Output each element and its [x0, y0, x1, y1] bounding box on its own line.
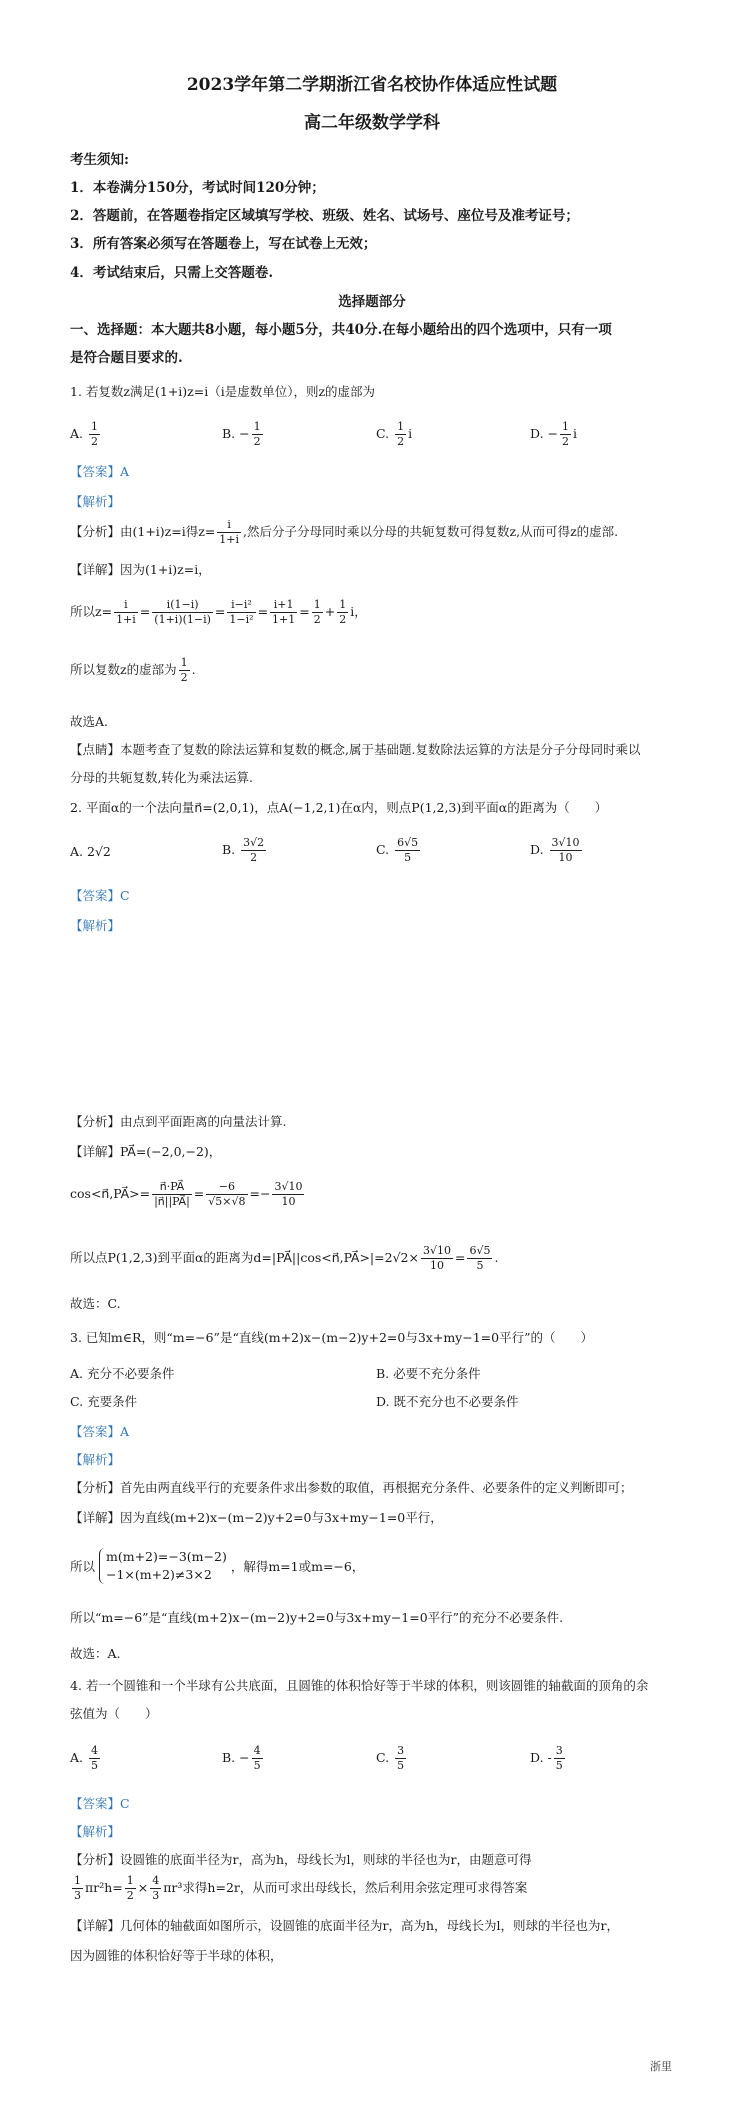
q4-option-a: A. $\frac{4}{5}$: [70, 1744, 98, 1772]
notice-item: 3．所有答案必须写在答题卷上，写在试卷上无效；: [70, 236, 377, 252]
q3-stem: 3. 已知m∈R，则“m=−6”是“直线(m+2)x−(m−2)y+2=0与3x+my−1=0平行”的（ ）: [70, 1330, 593, 1345]
q1-choice: 故选A.: [70, 714, 109, 729]
q4-detail: 因为圆锥的体积恰好等于半球的体积，: [70, 1948, 283, 1963]
exam-subtitle: 高二年级数学学科: [304, 113, 440, 133]
q4-detail: 【详解】几何体的轴截面如图所示，设圆锥的底面半径为r，高为h，母线长为l，则球的半径也为r，: [70, 1918, 620, 1933]
q4-option-d: D. - $\frac{3}{5}$: [530, 1744, 563, 1772]
notice-item: 2．答题前，在答题卷指定区域填写学校、班级、姓名、试场号、座位号及准考证号；: [70, 208, 579, 224]
q4-option-c: C. $\frac{3}{5}$: [376, 1744, 405, 1772]
q2-stem: 2. 平面α的一个法向量n⃗=(2,0,1)，点A(−1,2,1)在α内，则点P(1,2,3)到平面α的距离为（ ）: [70, 800, 608, 815]
notice-item: 4．考试结束后，只需上交答题卷.: [70, 265, 274, 281]
q1-answer: 【答案】A: [70, 464, 130, 479]
q2-detail: 【详解】PA⃗=(−2,0,−2)，: [70, 1144, 222, 1159]
q4-volume-equation: $\frac{1}{3}$ πr²h= $\frac{1}{2}$ × $\frac{4}{3}$ πr³求得h=2r，从而可求出母线长，然后利用余弦定理可求得答案: [74, 1874, 528, 1902]
q1-stem: 1. 若复数z满足(1+i)z=i（i是虚数单位），则z的虚部为: [70, 384, 376, 399]
q2-answer: 【答案】C: [70, 888, 130, 903]
q3-option-c: C. 充要条件: [70, 1394, 138, 1409]
q4-analysis-tag: 【解析】: [70, 1824, 121, 1839]
q1-comment: 【点睛】本题考查了复数的除法运算和复数的概念,属于基础题.复数除法运算的方法是分子分母同时乘以: [70, 742, 641, 757]
q2-option-d: D. $\frac{3√10}{10}$: [530, 836, 580, 864]
q2-distance-equation: 所以点P(1,2,3)到平面α的距离为d=|PA⃗||cos<n⃗,PA⃗>|=2√2× $\frac{3√10}{10}$ = $\frac{6√5}{5}$ .: [70, 1244, 499, 1272]
q3-system: 所以 m(m+2)=−3(m−2) −1×(m+2)≠3×2 ，解得m=1或m=−6，: [70, 1549, 365, 1582]
q1-detail-equation: 所以z= $\frac{i}{1+i}$ = $\frac{i(1-i)}{(1+i)(1-i)}$ = $\frac{\text{i−i²}}{\text{1−i²}}$ = $\frac{i+1}{1+1}$ = $\frac{1}{2}$ + $\frac{1}{2}$ i，: [70, 598, 367, 626]
q1-option-d: D. − $\frac{1}{2}$ i: [530, 420, 578, 448]
notice-item: 1．本卷满分150分，考试时间120分钟；: [70, 180, 325, 196]
q4-analysis: 【分析】设圆锥的底面半径为r，高为h，母线长为l，则球的半径也为r，由题意可得: [70, 1852, 532, 1867]
q1-option-b: B. − $\frac{1}{2}$: [222, 420, 261, 448]
q2-option-b: B. $\frac{3√2}{2}$: [222, 836, 265, 864]
q3-option-d: D. 既不充分也不必要条件: [376, 1394, 519, 1409]
q4-stem: 弦值为（ ）: [70, 1706, 158, 1721]
q1-analysis-tag: 【解析】: [70, 494, 121, 509]
page-footer: 浙里: [650, 2060, 672, 2073]
exam-title: 2023学年第二学期浙江省名校协作体适应性试题: [186, 75, 558, 95]
q2-analysis: 【分析】由点到平面距离的向量法计算.: [70, 1114, 287, 1129]
section-title: 选择题部分: [338, 294, 406, 310]
q3-detail: 【详解】因为直线(m+2)x−(m−2)y+2=0与3x+my−1=0平行，: [70, 1510, 443, 1525]
section-intro: 是符合题目要求的.: [70, 350, 183, 366]
q3-analysis: 【分析】首先由两直线平行的充要条件求出参数的取值，再根据充分条件、必要条件的定义判断即可；: [70, 1480, 633, 1495]
q3-conclusion: 所以“m=−6”是“直线(m+2)x−(m−2)y+2=0与3x+my−1=0平行”的充分不必要条件.: [70, 1610, 564, 1625]
q3-option-a: A. 充分不必要条件: [70, 1366, 175, 1381]
q1-option-c: C. $\frac{1}{2}$ i: [376, 420, 413, 448]
q2-choice: 故选：C.: [70, 1296, 121, 1311]
q3-choice: 故选：A.: [70, 1646, 121, 1661]
notice-heading: 考生须知:: [70, 152, 129, 168]
section-intro: 一、选择题：本大题共8小题，每小题5分，共40分.在每小题给出的四个选项中，只有一项: [70, 322, 612, 338]
q4-option-b: B. − $\frac{4}{5}$: [222, 1744, 261, 1772]
q1-comment: 分母的共轭复数,转化为乘法运算.: [70, 770, 253, 785]
q2-option-a: A. 2√2: [70, 844, 111, 859]
q3-answer: 【答案】A: [70, 1424, 130, 1439]
q1-detail-imag: 所以复数z的虚部为 $\frac{1}{2}$ .: [70, 656, 196, 684]
q4-answer: 【答案】C: [70, 1796, 130, 1811]
q2-analysis-tag: 【解析】: [70, 918, 121, 933]
q3-option-b: B. 必要不充分条件: [376, 1366, 481, 1381]
q3-analysis-tag: 【解析】: [70, 1452, 121, 1467]
q4-stem: 4. 若一个圆锥和一个半球有公共底面，且圆锥的体积恰好等于半球的体积，则该圆锥的轴截面的顶角的余: [70, 1678, 649, 1693]
q1-analysis: 【分析】由(1+i)z=i得z= $\frac{i}{1+i}$ ,然后分子分母同时乘以分母的共轭复数可得复数z,从而可得z的虚部.: [70, 518, 619, 546]
q2-cos-equation: cos<n⃗,PA⃗>= $\frac{n⃗\cdot PA⃗}{|n⃗||PA⃗|}$ = $\frac{-6}{√5\times√8}$ =− $\frac{3√10}{10}$: [70, 1180, 303, 1208]
q1-option-a: A. $\frac{1}{2}$: [70, 420, 98, 448]
q2-option-c: C. $\frac{6√5}{5}$: [376, 836, 419, 864]
q1-detail: 【详解】因为(1+i)z=i，: [70, 562, 211, 577]
